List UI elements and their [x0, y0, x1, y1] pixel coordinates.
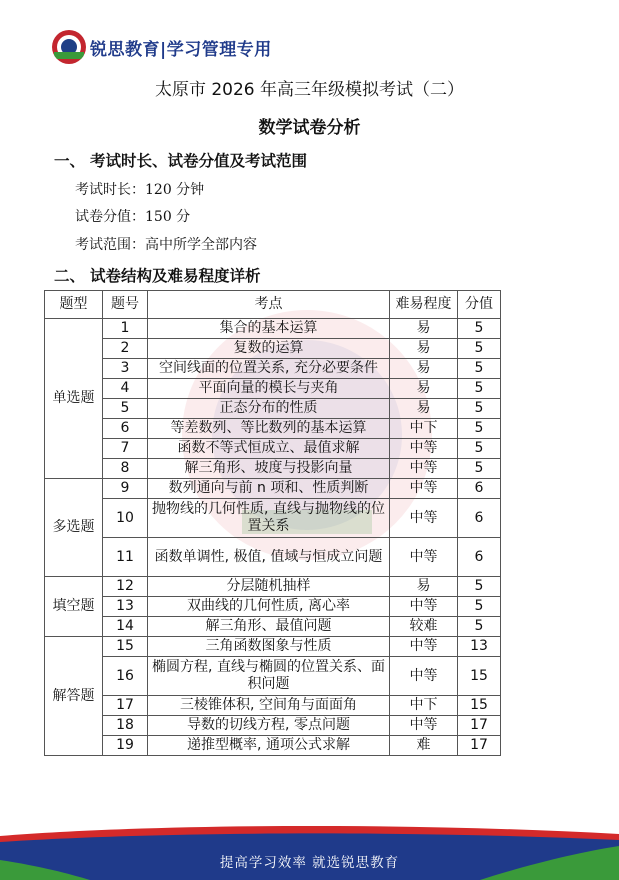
question-score: 5	[458, 459, 501, 479]
question-topic: 数列通向与前 n 项和、性质判断	[148, 479, 390, 499]
question-topic: 导数的切线方程, 零点问题	[148, 716, 390, 736]
question-score: 5	[458, 617, 501, 637]
question-topic: 集合的基本运算	[148, 319, 390, 339]
analysis-table	[44, 290, 501, 756]
section-heading-1	[54, 149, 307, 171]
table-row	[45, 439, 501, 459]
question-number: 17	[103, 696, 148, 716]
question-topic: 函数单调性, 极值, 值域与恒成立问题	[148, 538, 390, 577]
question-type-cell: 填空题	[45, 577, 103, 637]
brand-logo-icon	[52, 30, 86, 64]
question-score: 17	[458, 716, 501, 736]
section-title: 考试时长、试卷分值及考试范围	[90, 152, 308, 170]
question-number: 11	[103, 538, 148, 577]
question-difficulty: 中等	[390, 459, 458, 479]
question-score: 5	[458, 359, 501, 379]
question-number: 14	[103, 617, 148, 637]
question-score: 17	[458, 736, 501, 756]
table-row	[45, 597, 501, 617]
question-topic: 平面向量的模长与夹角	[148, 379, 390, 399]
question-number: 1	[103, 319, 148, 339]
header-difficulty: 难易程度	[390, 291, 458, 319]
brand-name: 锐思教育|学习管理专用	[90, 39, 272, 60]
question-type-cell: 单选题	[45, 319, 103, 479]
section-title: 试卷结构及难易程度详析	[90, 267, 261, 285]
section-number: 二、	[54, 267, 86, 285]
table-row	[45, 479, 501, 499]
header-topic: 考点	[148, 291, 390, 319]
question-number: 9	[103, 479, 148, 499]
question-difficulty: 易	[390, 577, 458, 597]
question-score: 5	[458, 339, 501, 359]
document-subtitle: 数学试卷分析	[258, 118, 361, 138]
exam-score: 试卷分值：150 分	[75, 209, 191, 225]
question-number: 7	[103, 439, 148, 459]
question-type-cell: 多选题	[45, 479, 103, 577]
question-difficulty: 易	[390, 319, 458, 339]
table-row	[45, 637, 501, 657]
question-type-cell: 解答题	[45, 637, 103, 756]
question-score: 5	[458, 597, 501, 617]
table-header-row	[45, 291, 501, 319]
question-score: 6	[458, 538, 501, 577]
question-score: 5	[458, 419, 501, 439]
question-topic: 等差数列、等比数列的基本运算	[148, 419, 390, 439]
question-number: 12	[103, 577, 148, 597]
section-number: 一、	[54, 152, 86, 170]
question-topic: 三角函数图象与性质	[148, 637, 390, 657]
question-difficulty: 中下	[390, 419, 458, 439]
question-score: 5	[458, 399, 501, 419]
question-score: 5	[458, 319, 501, 339]
question-number: 5	[103, 399, 148, 419]
question-topic: 椭圆方程, 直线与椭圆的位置关系、面积问题	[148, 657, 390, 696]
table-row	[45, 736, 501, 756]
question-topic: 函数不等式恒成立、最值求解	[148, 439, 390, 459]
question-number: 13	[103, 597, 148, 617]
question-topic: 分层随机抽样	[148, 577, 390, 597]
table-row	[45, 399, 501, 419]
table-row	[45, 499, 501, 538]
question-number: 4	[103, 379, 148, 399]
question-score: 6	[458, 479, 501, 499]
table-row	[45, 459, 501, 479]
question-difficulty: 中等	[390, 439, 458, 459]
table-row	[45, 538, 501, 577]
question-number: 19	[103, 736, 148, 756]
question-difficulty: 中等	[390, 657, 458, 696]
question-topic: 双曲线的几何性质, 离心率	[148, 597, 390, 617]
footer-slogan: 提高学习效率 就选锐思教育	[219, 855, 400, 871]
question-number: 10	[103, 499, 148, 538]
section-heading-2	[54, 264, 261, 286]
table-row	[45, 617, 501, 637]
header-number: 题号	[103, 291, 148, 319]
question-number: 16	[103, 657, 148, 696]
question-score: 15	[458, 696, 501, 716]
table-row	[45, 359, 501, 379]
question-score: 6	[458, 499, 501, 538]
question-difficulty: 易	[390, 359, 458, 379]
header-score: 分值	[458, 291, 501, 319]
question-difficulty: 易	[390, 339, 458, 359]
table-row	[45, 339, 501, 359]
table-row	[45, 657, 501, 696]
question-topic: 递推型概率, 通项公式求解	[148, 736, 390, 756]
question-difficulty: 中等	[390, 597, 458, 617]
table-row	[45, 379, 501, 399]
table-row	[45, 716, 501, 736]
question-topic: 抛物线的几何性质, 直线与抛物线的位置关系	[148, 499, 390, 538]
question-score: 5	[458, 439, 501, 459]
question-difficulty: 易	[390, 379, 458, 399]
header-type: 题型	[45, 291, 103, 319]
question-number: 3	[103, 359, 148, 379]
question-score: 15	[458, 657, 501, 696]
question-difficulty: 中等	[390, 538, 458, 577]
question-topic: 复数的运算	[148, 339, 390, 359]
question-topic: 解三角形、坡度与投影向量	[148, 459, 390, 479]
table-row	[45, 319, 501, 339]
question-number: 15	[103, 637, 148, 657]
exam-duration: 考试时长：120 分钟	[75, 182, 205, 198]
exam-scope: 考试范围：高中所学全部内容	[75, 237, 257, 253]
question-topic: 空间线面的位置关系, 充分必要条件	[148, 359, 390, 379]
table-row	[45, 419, 501, 439]
question-difficulty: 中等	[390, 499, 458, 538]
question-topic: 三棱锥体积, 空间角与面面角	[148, 696, 390, 716]
question-difficulty: 易	[390, 399, 458, 419]
page-header	[52, 30, 272, 64]
question-number: 2	[103, 339, 148, 359]
question-difficulty: 中下	[390, 696, 458, 716]
question-score: 13	[458, 637, 501, 657]
question-number: 18	[103, 716, 148, 736]
question-difficulty: 中等	[390, 637, 458, 657]
question-number: 8	[103, 459, 148, 479]
document-title: 太原市 2026 年高三年级模拟考试（二）	[154, 80, 465, 100]
question-difficulty: 中等	[390, 716, 458, 736]
table-row	[45, 577, 501, 597]
question-score: 5	[458, 379, 501, 399]
question-score: 5	[458, 577, 501, 597]
table-row	[45, 696, 501, 716]
question-number: 6	[103, 419, 148, 439]
question-topic: 解三角形、最值问题	[148, 617, 390, 637]
question-difficulty: 难	[390, 736, 458, 756]
question-difficulty: 中等	[390, 479, 458, 499]
question-difficulty: 较难	[390, 617, 458, 637]
question-topic: 正态分布的性质	[148, 399, 390, 419]
